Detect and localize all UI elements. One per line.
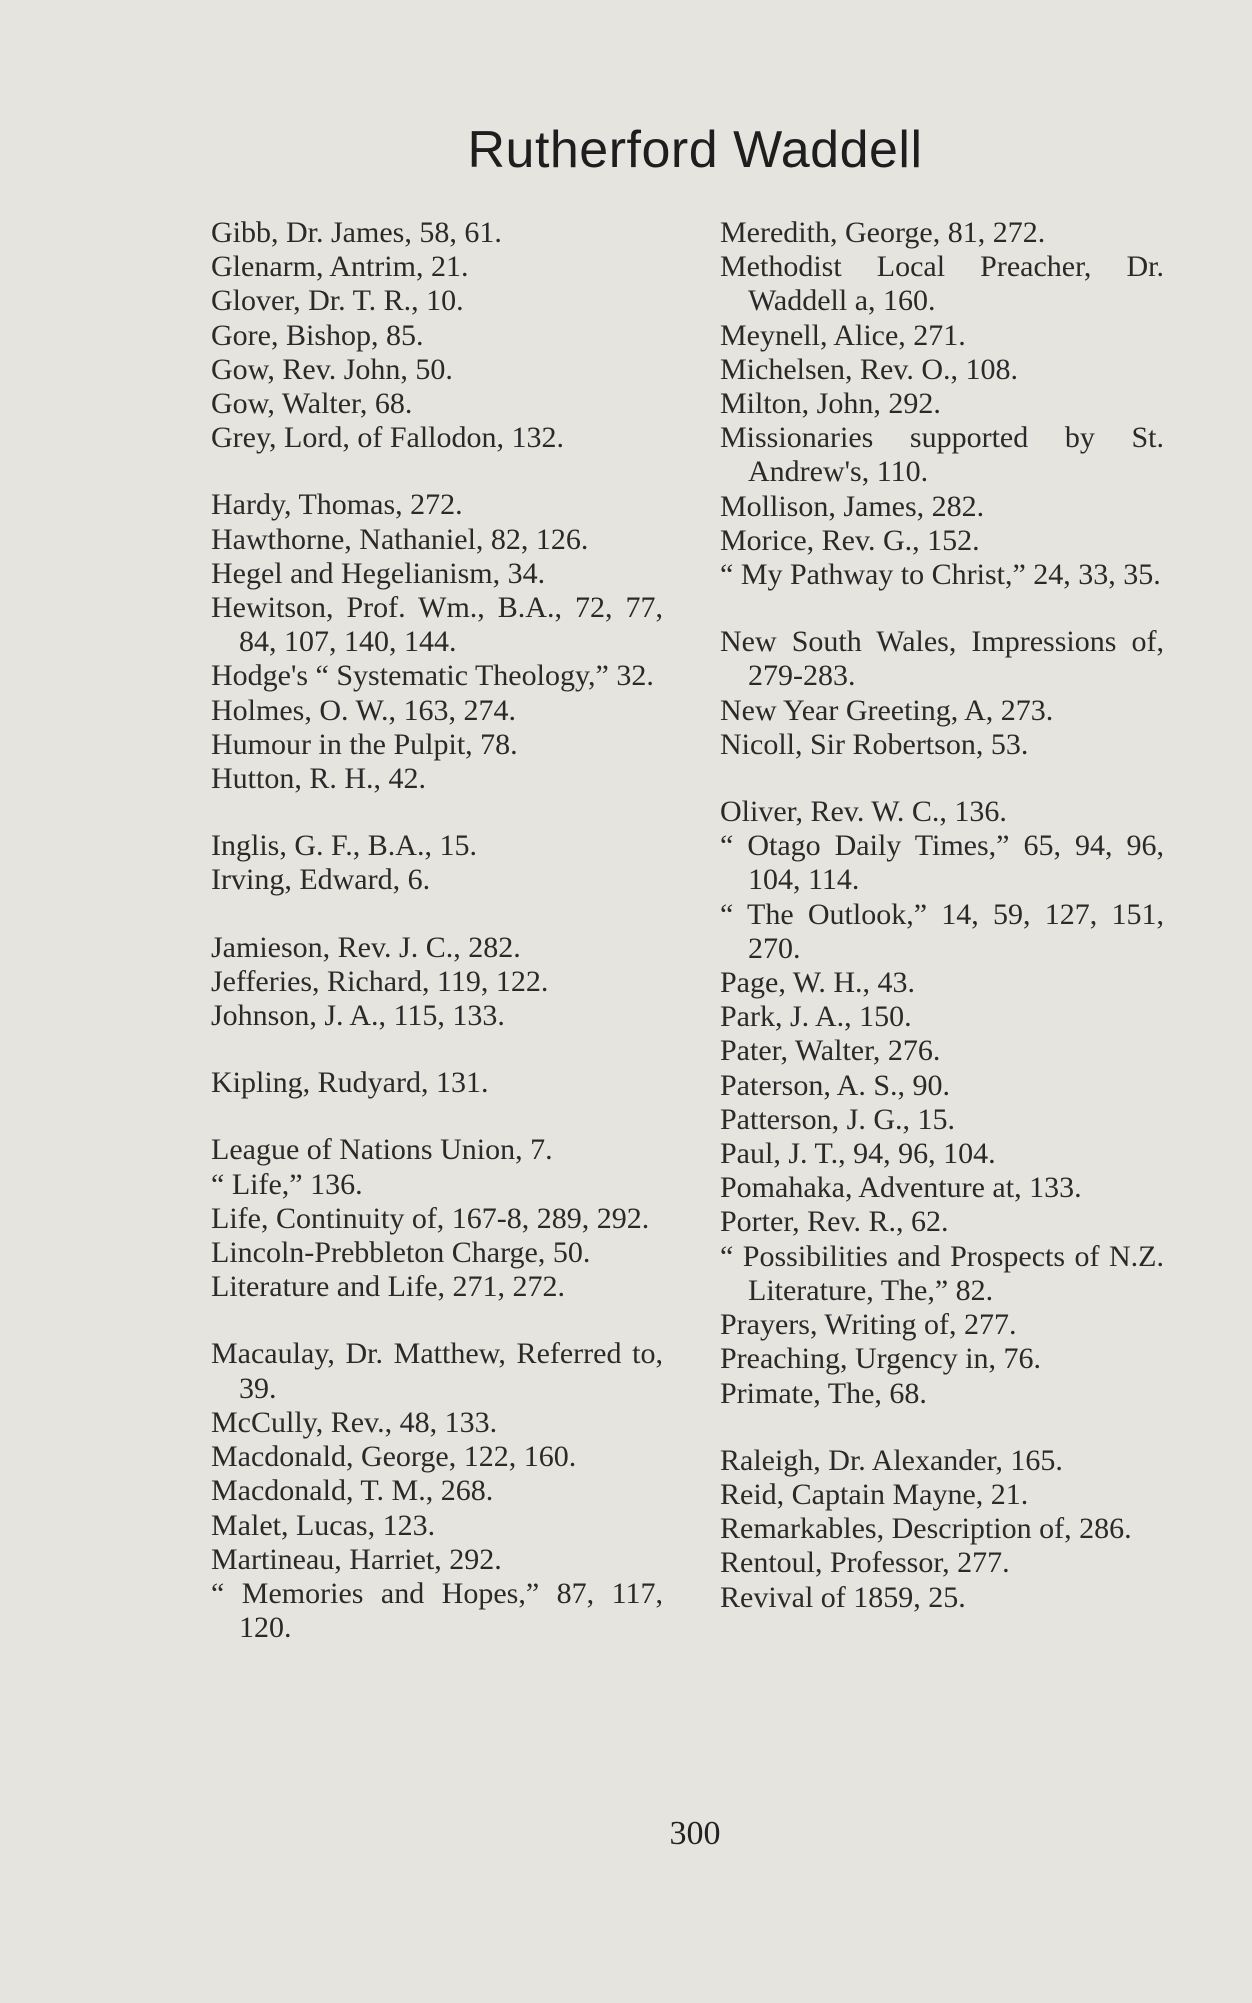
group-spacer <box>720 1411 1164 1444</box>
index-entry: Irving, Edward, 6. <box>211 863 431 897</box>
index-entry: Grey, Lord, of Fallodon, 132. <box>211 421 564 455</box>
index-entry: Jefferies, Richard, 119, 122. <box>211 964 549 998</box>
index-entry: Hutton, R. H., 42. <box>211 762 427 796</box>
index-entry: Gibb, Dr. James, 58, 61. <box>211 216 502 249</box>
index-entry: Life, Continuity of, 167-8, 289, 292. <box>211 1201 650 1235</box>
index-entry: Macdonald, George, 122, 160. <box>211 1440 577 1474</box>
index-entry: Prayers, Writing of, 277. <box>720 1308 1017 1342</box>
index-entry: Macdonald, T. M., 268. <box>211 1474 494 1508</box>
index-entry: Johnson, J. A., 115, 133. <box>211 999 505 1033</box>
index-column-left <box>211 216 663 1645</box>
page-number: 300 <box>669 1815 721 1852</box>
group-spacer <box>211 898 663 931</box>
index-entry: Rentoul, Professor, 277. <box>720 1546 1010 1580</box>
index-entry: Missionaries supported by St. Andrew's, 110. <box>720 421 1164 489</box>
index-entry: Kipling, Rudyard, 131. <box>211 1066 489 1100</box>
index-entry: “ Memories and Hopes,” 87, 117, 120. <box>211 1576 663 1645</box>
index-entry: Hewitson, Prof. Wm., B.A., 72, 77, 84, 107, 140, 144. <box>211 591 663 659</box>
index-entry: Michelsen, Rev. O., 108. <box>720 352 1019 386</box>
index-entry: Paterson, A. S., 90. <box>720 1068 951 1102</box>
index-entry: Reid, Captain Mayne, 21. <box>720 1477 1029 1511</box>
index-entry: Meynell, Alice, 271. <box>720 318 966 352</box>
index-entry: McCully, Rev., 48, 133. <box>211 1405 498 1439</box>
index-entry: Pater, Walter, 276. <box>720 1034 941 1068</box>
index-entry: “ My Pathway to Christ,” 24, 33, 35. <box>720 558 1161 592</box>
running-head-title: Rutherford Waddell <box>467 121 923 179</box>
group-spacer <box>211 796 663 829</box>
index-entry: Page, W. H., 43. <box>720 966 915 1000</box>
index-entry: Gow, Rev. John, 50. <box>211 352 453 386</box>
index-entry: Oliver, Rev. W. C., 136. <box>720 795 1007 829</box>
index-entry: New South Wales, Impressions of, 279-283. <box>720 625 1164 693</box>
group-spacer <box>720 592 1164 625</box>
index-entry: Morice, Rev. G., 152. <box>720 523 980 557</box>
index-entry: New Year Greeting, A, 273. <box>720 693 1054 727</box>
index-entry: Jamieson, Rev. J. C., 282. <box>211 930 521 964</box>
group-spacer <box>211 1033 663 1066</box>
index-entry: Mollison, James, 282. <box>720 489 985 523</box>
index-entry: Martineau, Harriet, 292. <box>211 1542 502 1576</box>
group-spacer <box>720 762 1164 795</box>
index-entry: Humour in the Pulpit, 78. <box>211 727 518 761</box>
index-entry: Glenarm, Antrim, 21. <box>211 250 469 284</box>
index-entry: Gore, Bishop, 85. <box>211 318 424 352</box>
index-entry: Hardy, Thomas, 272. <box>211 488 463 522</box>
index-entry: Porter, Rev. R., 62. <box>720 1205 949 1239</box>
index-entry: Raleigh, Dr. Alexander, 165. <box>720 1443 1063 1477</box>
index-entry: Meredith, George, 81, 272. <box>720 216 1046 249</box>
index-entry: Revival of 1859, 25. <box>720 1580 966 1614</box>
index-entry: Hawthorne, Nathaniel, 82, 126. <box>211 522 589 556</box>
index-entry: Primate, The, 68. <box>720 1376 927 1410</box>
group-spacer <box>211 1304 663 1337</box>
index-entry: League of Nations Union, 7. <box>211 1133 553 1167</box>
index-column-right <box>720 216 1164 1615</box>
index-entry: Hegel and Hegelianism, 34. <box>211 556 546 590</box>
index-entry: Inglis, G. F., B.A., 15. <box>211 829 477 863</box>
index-entry: Lincoln-Prebbleton Charge, 50. <box>211 1236 591 1270</box>
index-entry: “ Otago Daily Times,” 65, 94, 96, 104, 114. <box>720 829 1164 897</box>
group-spacer <box>211 1100 663 1133</box>
index-entry: Preaching, Urgency in, 76. <box>720 1342 1042 1376</box>
index-entry: Malet, Lucas, 123. <box>211 1508 436 1542</box>
index-entry: Hodge's “ Systematic Theology,” 32. <box>211 659 654 693</box>
index-entry: Pomahaka, Adventure at, 133. <box>720 1171 1082 1205</box>
index-entry: Literature and Life, 271, 272. <box>211 1270 566 1304</box>
index-entry: Nicoll, Sir Robertson, 53. <box>720 727 1029 761</box>
index-entry: Holmes, O. W., 163, 274. <box>211 693 517 727</box>
index-entry: “ Life,” 136. <box>211 1167 363 1201</box>
index-entry: “ The Outlook,” 14, 59, 127, 151, 270. <box>720 897 1164 965</box>
index-entry: Glover, Dr. T. R., 10. <box>211 284 464 318</box>
index-entry: Park, J. A., 150. <box>720 1000 912 1034</box>
index-entry: Paul, J. T., 94, 96, 104. <box>720 1137 996 1171</box>
index-entry: Methodist Local Preacher, Dr. Waddell a, 160. <box>720 250 1164 318</box>
index-entry: Milton, John, 292. <box>720 387 941 421</box>
index-entry: Gow, Walter, 68. <box>211 387 413 421</box>
index-entry: “ Possibilities and Prospects of N.Z. Literature, The,” 82. <box>720 1239 1164 1307</box>
index-entry: Patterson, J. G., 15. <box>720 1102 955 1136</box>
index-entry: Remarkables, Description of, 286. <box>720 1512 1132 1546</box>
group-spacer <box>211 455 663 488</box>
index-entry: Macaulay, Dr. Matthew, Referred to, 39. <box>211 1337 663 1405</box>
